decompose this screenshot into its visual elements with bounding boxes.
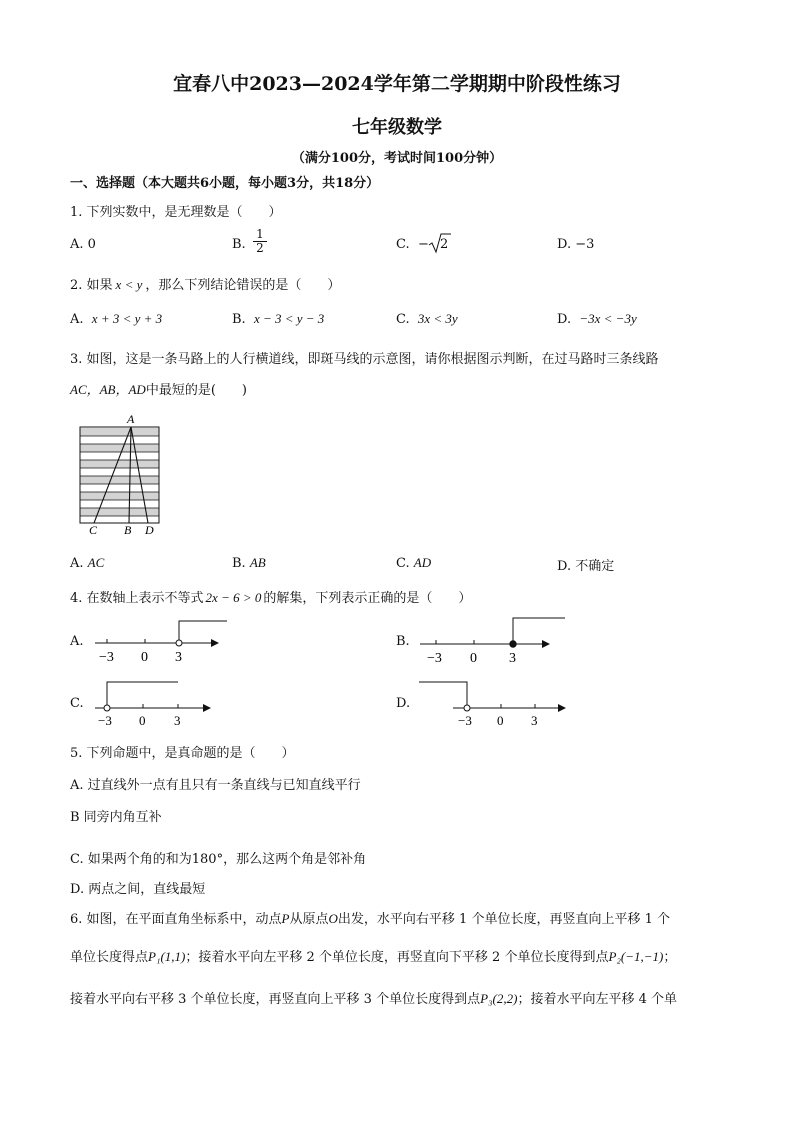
- question-1-stem: 1. 下列实数中，是无理数是（ ）: [70, 205, 282, 220]
- tick-label: 0: [497, 713, 504, 728]
- tick-label: −3: [427, 651, 442, 666]
- q2-option-b-label: B.: [232, 312, 246, 327]
- point-c-label: C: [89, 523, 98, 537]
- fraction-denominator: 2: [256, 241, 264, 255]
- tick-label: −3: [99, 650, 114, 665]
- question-4-stem: [70, 587, 471, 606]
- q6-point-p1: P₁(1,1): [148, 949, 186, 964]
- q3-option-b-label: B.: [232, 556, 246, 571]
- q2-option-a-label: A.: [70, 312, 84, 327]
- question-6-line3: [70, 988, 677, 1007]
- point-b-label: B: [124, 523, 132, 537]
- q6-point-p3: P₃(2,2): [480, 991, 518, 1006]
- q4-option-c-label: C.: [70, 696, 84, 711]
- question-3-stem-line1: 3. 如图，这是一条马路上的人行横道线，即斑马线的示意图，请你根据图示判断，在过马路时三条线路: [70, 352, 659, 367]
- tick-label: −3: [458, 713, 472, 728]
- question-6-line1: [70, 908, 670, 927]
- q3-option-a-label: A.: [70, 556, 84, 571]
- tick-label: 3: [175, 650, 182, 665]
- q2-option-d: [557, 311, 637, 327]
- q5-option-c-pre: C. 如果两个角的和为: [70, 852, 192, 867]
- point-d-label: D: [145, 523, 154, 537]
- q6-l1-post: 出发，水平向右平移 1 个单位长度，再竖直向上平移 1 个: [337, 912, 670, 927]
- q6-point-p2: P₂(−1,−1): [608, 949, 664, 964]
- question-6-line2: [70, 946, 676, 965]
- q5-option-b: B 同旁内角互补: [70, 810, 162, 825]
- q1-option-c-radicand: 2: [440, 237, 449, 252]
- section-heading: 一、选择题（本大题共6小题，每小题3分，共18分）: [70, 176, 380, 191]
- question-2-stem: [70, 274, 340, 293]
- q2-option-a-math: x + 3 < y + 3: [91, 311, 163, 326]
- q6-l2-mid: ；接着水平向左平移 2 个单位长度，再竖直向下平移 2 个单位长度得到点: [185, 950, 609, 965]
- q3-option-c-math: AD: [413, 555, 432, 570]
- q3-stem-math: AC，AB，AD: [70, 382, 146, 397]
- question-3-stem-line2: [70, 379, 247, 398]
- q5-option-d: D. 两点之间，直线最短: [70, 882, 206, 897]
- exam-note: （满分100分，考试时间100分钟）: [291, 151, 503, 166]
- tick-label: 0: [470, 651, 477, 666]
- q3-option-d: D. 不确定: [557, 559, 615, 574]
- zebra-stripes: [80, 428, 159, 516]
- q1-option-b-fraction: [253, 228, 267, 255]
- q6-l1-pre: 6. 如图，在平面直角坐标系中，动点: [70, 912, 282, 927]
- zebra-crossing-figure: [72, 410, 168, 538]
- tick-label: 0: [139, 713, 146, 728]
- q2-option-c: [396, 311, 458, 327]
- q2-stem-pre: 2. 如果: [70, 278, 113, 293]
- exam-subtitle: 七年级数学: [352, 117, 442, 138]
- q6-l2-post: ；: [663, 950, 677, 965]
- q5-option-c: [70, 848, 366, 867]
- q2-option-a: [70, 311, 162, 327]
- q3-option-b: [232, 555, 266, 571]
- q1-option-b-label: B.: [232, 237, 246, 252]
- q2-option-b-math: x − 3 < y − 3: [253, 311, 325, 326]
- q1-option-c-sign: −: [418, 237, 429, 252]
- q5-option-a: A. 过直线外一点有且只有一条直线与已知直线平行: [70, 778, 361, 793]
- q2-option-c-math: 3x < 3y: [417, 311, 458, 326]
- q4-number-line-c: [92, 676, 222, 730]
- q3-option-a: [70, 555, 104, 571]
- q2-option-c-label: C.: [396, 312, 410, 327]
- q5-option-c-post: ，那么这两个角是邻补角: [223, 852, 367, 867]
- q4-stem-math: 2x − 6 > 0: [205, 590, 262, 605]
- q4-option-a-label: A.: [70, 634, 84, 649]
- q6-origin-o: O: [328, 911, 338, 926]
- q1-option-c-label: C.: [396, 237, 410, 252]
- q6-l2-pre: 单位长度得点: [70, 950, 149, 965]
- q4-option-d-label: D.: [396, 696, 411, 711]
- q4-number-line-d: [415, 676, 575, 730]
- q6-l1-mid: 从原点: [289, 912, 329, 927]
- exam-title: 宜春八中2023—2024学年第二学期期中阶段性练习: [173, 73, 621, 95]
- q3-stem-post: 中最短的是( ): [145, 383, 247, 398]
- q4-option-b-label: B.: [396, 634, 410, 649]
- tick-label: 3: [174, 713, 181, 728]
- q4-stem-post: 的解集，下列表示正确的是（ ）: [263, 591, 472, 606]
- q4-number-line-a: [90, 615, 230, 667]
- tick-label: 3: [509, 651, 516, 666]
- q2-option-d-math: −3x < −3y: [579, 311, 637, 326]
- q3-option-c-label: C.: [396, 556, 410, 571]
- q2-stem-post: ，那么下列结论错误的是（ ）: [145, 278, 341, 293]
- q1-option-d: D. −3: [557, 237, 595, 252]
- point-a-label: A: [127, 412, 135, 426]
- q4-number-line-b: [415, 612, 565, 668]
- q6-l3-pre: 接着水平向右平移 3 个单位长度，再竖直向上平移 3 个单位长度得到点: [70, 992, 481, 1007]
- q2-option-b: [232, 311, 324, 327]
- tick-label: 3: [531, 713, 538, 728]
- q1-option-a: A. 0: [70, 237, 96, 252]
- q3-option-c: [396, 555, 431, 571]
- question-5-stem: 5. 下列命题中，是真命题的是（ ）: [70, 746, 295, 761]
- q5-option-c-math: 180°: [191, 852, 224, 867]
- q6-point-p: P: [281, 911, 290, 926]
- q4-stem-pre: 4. 在数轴上表示不等式: [70, 591, 204, 606]
- q3-option-a-math: AC: [87, 555, 105, 570]
- q3-option-b-math: AB: [249, 555, 266, 570]
- tick-label: 0: [141, 650, 148, 665]
- tick-label: −3: [98, 713, 112, 728]
- q2-option-d-label: D.: [557, 312, 572, 327]
- q6-l3-post: ；接着水平向左平移 4 个单: [517, 992, 677, 1007]
- fraction-numerator: 1: [256, 227, 264, 241]
- q2-stem-math: x < y: [115, 277, 143, 292]
